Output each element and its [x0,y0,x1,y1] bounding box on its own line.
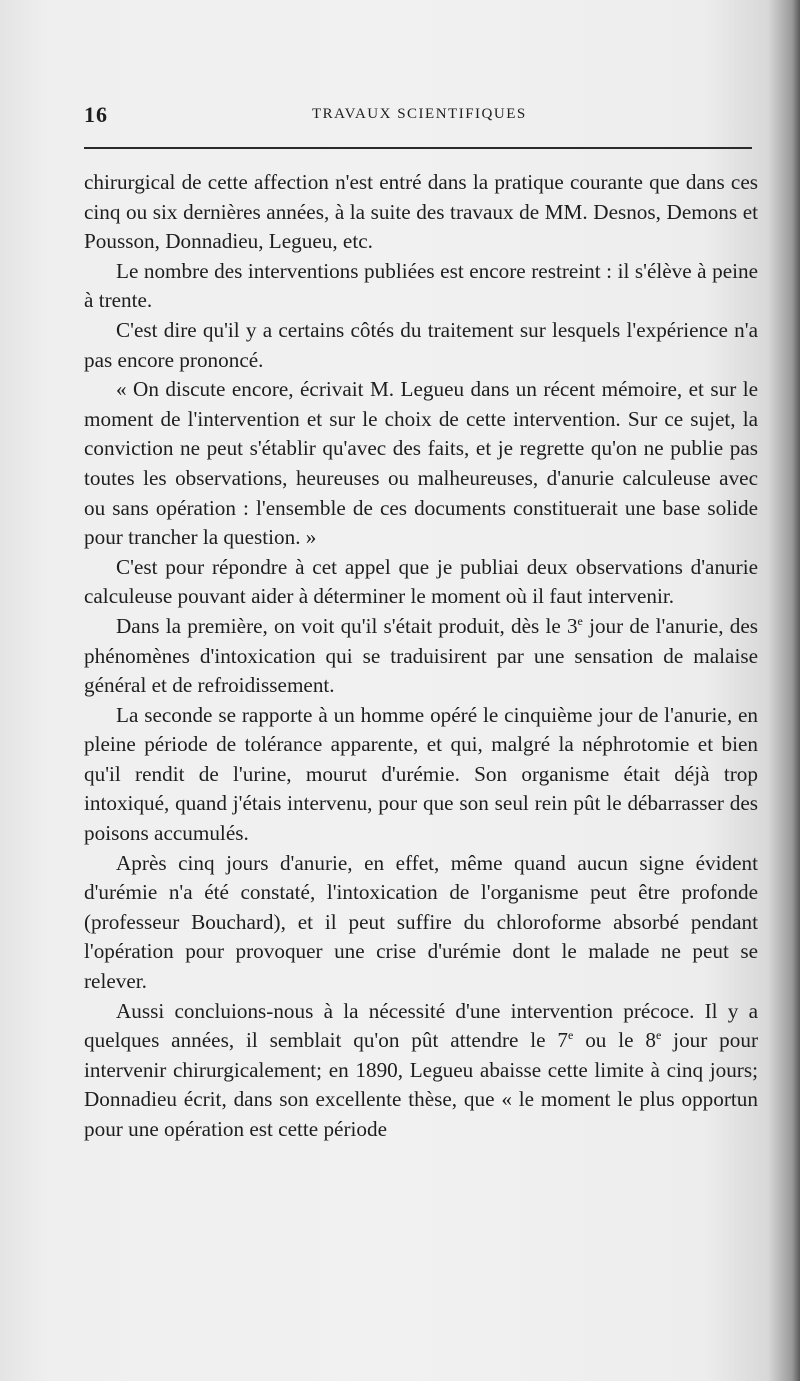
paragraph-6-text-a: Dans la première, on voit qu'il s'était produit, dès le 3 [116,613,578,638]
paragraph-5: C'est pour répondre à cet appel que je publiai deux observations d'anurie calculeuse pouvant aider à déterminer le moment où il faut intervenir. [84,554,758,609]
paragraph-9-text-a: Aussi concluions-nous à la nécessité d'une intervention précoce. Il y a quelques années, il semblait qu'on pût attendre le 7 [84,998,758,1053]
paragraph-2: Le nombre des interventions publiées est encore restreint : il s'élève à peine à trente. [84,258,758,313]
ordinal-suffix: e [568,1028,574,1043]
paragraph-8: Après cinq jours d'anurie, en effet, même quand aucun signe évident d'urémie n'a été constaté, l'intoxication de l'organisme peut être profonde (professeur Bouchard), et il peut suffire du chloroforme absorbé pendant l'opération pour provoquer une crise d'urémie dont le malade ne peut se relever. [84,850,758,994]
paragraph-9-text-b: ou le 8 [573,1028,656,1053]
ordinal-suffix: e [577,613,583,628]
page-number: 16 [84,102,108,127]
paragraph-1: chirurgical de cette affection n'est entré dans la pratique courante que dans ces cinq ou six dernières années, à la suite des travaux de MM. Desnos, Demons et Pousson, Donnadieu, Legueu, etc. [84,170,758,254]
paragraph-3: C'est dire qu'il y a certains côtés du traitement sur lesquels l'expérience n'a pas encore prononcé. [84,317,758,372]
ordinal-suffix: e [656,1028,662,1043]
running-head: TRAVAUX SCIENTIFIQUES [312,106,527,122]
page-header [84,98,754,134]
paragraph-4-quotation: « On discute encore, écrivait M. Legueu dans un récent mémoire, et sur le moment de l'intervention et sur le choix de cette intervention. Sur ce sujet, la conviction ne peut s'établir qu'avec des faits, et je regrette qu'on ne publie pas toutes les observations, heureuses ou malheureuses, d'anurie calculeuse avec ou sans opération : l'ensemble de ces documents constituerait une base solide pour trancher la question. » [84,377,758,550]
body-text [84,168,758,1145]
paragraph-7: La seconde se rapporte à un homme opéré le cinquième jour de l'anurie, en pleine période de tolérance apparente, et qui, malgré la néphrotomie et bien qu'il rendit de l'urine, mourut d'urémie. Son organisme était déjà trop intoxiqué, quand j'étais intervenu, pour que son seul rein pût le débarrasser des poisons accumulés. [84,702,758,846]
paragraph-9 [84,997,758,1145]
paragraph-6 [84,612,758,701]
paragraph-6-text-b: jour de l'anurie, des phénomènes d'intoxication qui se traduisirent par une sensation de malaise général et de refroidissement. [84,613,758,698]
paragraph-9-text-c: jour pour intervenir chirurgicalement; en 1890, Legueu abaisse cette limite à cinq jours; Donnadieu écrit, dans son excellente thèse, que « le moment le plus opportun pour une opération est cette période [84,1028,759,1141]
header-rule [84,147,752,149]
